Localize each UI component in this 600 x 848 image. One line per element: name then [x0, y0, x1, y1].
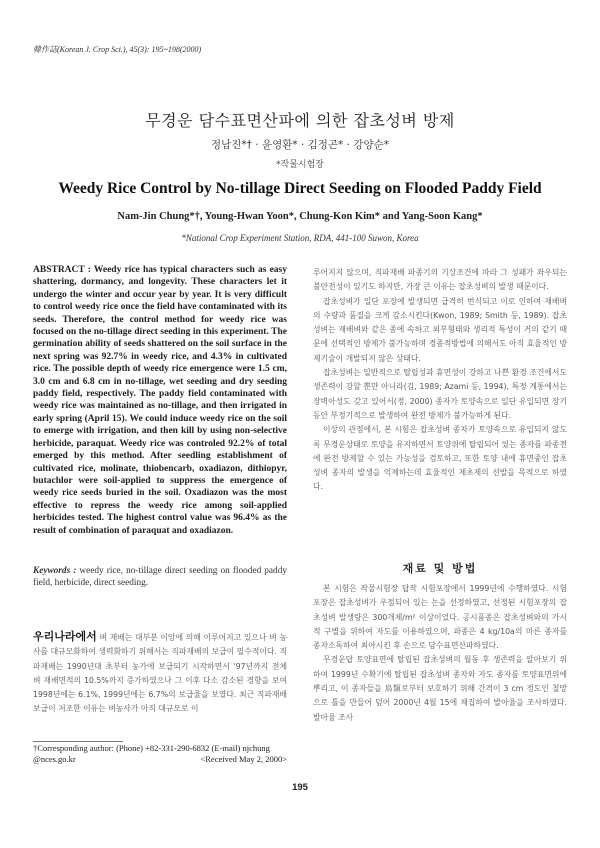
received-date: <Received May 2, 2000>	[200, 754, 287, 764]
corresponding-email: @nces.go.kr	[33, 754, 76, 764]
methods-text	[313, 582, 567, 725]
keywords-label: Keywords :	[33, 566, 77, 576]
paragraph: 루어지지 않으며, 직파재배 파종기의 기상조건에 따라 그 성패가 좌우되는 불안전성이 있기도 하지만, 가장 큰 이유는 잡초성벼의 발생 때문이다.	[313, 268, 567, 292]
paragraph: 잡초성벼가 일단 포장에 발생되면 급격히 번식되고 이로 인하여 재배벼의 수량과 품질을 크게 감소시킨다(Kwon, 1989; Smith 등, 1989). 잡초성벼는 재배벼와 같은 종에 속하고 외부형태와 생리적 특성이 거의 같기 때문에 선택적인 방제가 불가능하며 경종적방법에 의해서도 아직 효율적인 방제기술이 개발되지 않은 상태다.	[313, 296, 567, 363]
paragraph: 무경운답 토양표면에 탈립된 잡초성벼의 월동 후 생존력을 알아보기 위하여 1999년 수확기에 탈립된 잡초성벼 종자와 자도 종자를 토양표면위에 뿌리고, 이 종자들을 鳥類로부터 보호하기 위해 간격이 3 cm 정도인 철망으로 틀을 만들어 덮어 2000년 4월 15에 채집하여 발아율을 조사하였다. 발아율 조사	[313, 655, 567, 722]
paragraph: 본 시험은 작물시험장 답작 시험포장에서 1999년에 수행하였다. 시험 포장은 잡초성벼가 우점되어 있는 논을 선정하였고, 선정된 시험포장의 잡초성벼 발생량은 300개체/m² 이상이었다. 공시품종은 잡초성벼와의 가시적 구별을 위하여 자도를 이용하였으며, 파종은 4 kg/10a의 마른 종자를 종자소독하여 최아시킨 후 손으로 담수표면산파하였다.	[313, 584, 567, 651]
english-authors: Nam-Jin Chung*†, Young-Hwan Yoon*, Chung-Kon Kim* and Yang-Soon Kang*	[117, 211, 483, 222]
paragraph: 잡초성벼는 일반적으로 탈립성과 휴면성이 강하고 나쁜 환경 조건에서도 생존력이 강할 뿐만 아니라(김, 1989; Azami 등, 1994), 특정 계통에서는 장벽아성도 갖고 있어서(정, 2000) 종자가 토양속으로 일단 유입되면 장기 동안 부정기적으로 발생하여 완전 방제가 불가능하게 된다.	[313, 368, 567, 420]
section-heading-methods: 재료 및 방법	[402, 562, 478, 575]
page-number: 195	[292, 782, 308, 793]
intro-lead: 우리나라에서	[33, 630, 97, 643]
introduction	[33, 630, 287, 717]
keywords	[33, 565, 287, 590]
english-affiliation: *National Crop Experiment Station, RDA, 441-100 Suwon, Korea	[181, 233, 419, 243]
right-column-intro	[313, 266, 567, 495]
korean-authors: 정남진*† · 윤영환* · 김정곤* · 강양순*	[210, 139, 389, 151]
korean-affiliation: *작물시험장	[276, 160, 324, 170]
intro-paragraph	[33, 630, 287, 717]
footnote	[33, 743, 287, 765]
english-title: Weedy Rice Control by No-tillage Direct Seeding on Flooded Paddy Field	[58, 180, 542, 197]
journal-citation: 韓作誌(Korean J. Crop Sci.), 45(3): 195~198(2000)	[33, 45, 202, 54]
footnote-divider	[33, 741, 123, 742]
corresponding-author: †Corresponding author: (Phone) +82-331-290-6832 (E-mail) njchung	[33, 743, 270, 753]
intro-text: 벼 재배는 대부분 이앙에 의해 이루어지고 있으나 벼 농사를 대규모화하여 생력화하기 위해서는 직파재배의 보급이 필수적이다. 직파재배는 1990년대 초부터 농가에 보급되기 시작하면서 '97년까지 전체 벼 재배면적의 10.5%까지 증가하였으나 그 이후 다소 감소된 경향을 보여 1998년에는 6.1%, 1999년에는 6.7%의 보급율을 보였다. 최근 직파재배 보급이 저조한 이유는 벼농사가 아직 대규모로 이	[33, 633, 287, 714]
abstract: ABSTRACT : Weedy rice has typical characters such as easy shattering, dormancy, and longevity. These characters let it undergo the winter and occur year by year. It is very difficult to control weedy rice once the field have contaminated with its seeds. Therefore, the control method for weedy rice was focused on the no-tillage direct seeding in this experiment. The germination ability of seeds shattered on the soil surface in the next spring was 92.7% in weedy rice, and 4.3% in cultivated rice. The possible depth of weedy rice emergence were 1.5 cm, 3.0 cm and 6.8 cm in no-tillage, wet seeding and dry seeding paddy field, respectively. The paddy field contaminated with weedy rice was maintained as no-tillage, and then irrigated in early spring (April 15). We could induce weedy rice on the soil to emerge with irrigation, and then kill by using non-selective herbicide, paraquat. Weedy rice was controled 92.2% of total emerged by this method. After seedling establishment of cultivated rice, molinate, thiobencarb, oxadiazon, dithiopyr, butachlor were soil-applied to suppress the emergence of weedy rice seeds buried in the soil. Oxadiazon was the most effective to repress the weedy rice among soil-applied herbicides tested. The highest control value was 96.4% as the result of combination of paraquat and oxadiazon.	[33, 265, 287, 536]
keywords-text: weedy rice, no-tillage direct seeding on flooded paddy field, herbicide, direct seeding.	[33, 566, 288, 589]
korean-title: 무경운 담수표면산파에 의한 잡초성벼 방제	[145, 111, 455, 130]
paragraph: 이상의 관점에서, 본 시험은 잡초성벼 종자가 토양속으로 유입되지 않도록 무경운상태로 토양을 유지하면서 토양위에 탈립되어 있는 종자를 파종전에 완전 방제할 수 있는 가능성을 검토하고, 또한 토양 내에 휴면중인 잡초성벼 종자의 발생을 억제하는데 효율적인 제초제의 선발을 목적으로 하였다.	[313, 425, 567, 492]
